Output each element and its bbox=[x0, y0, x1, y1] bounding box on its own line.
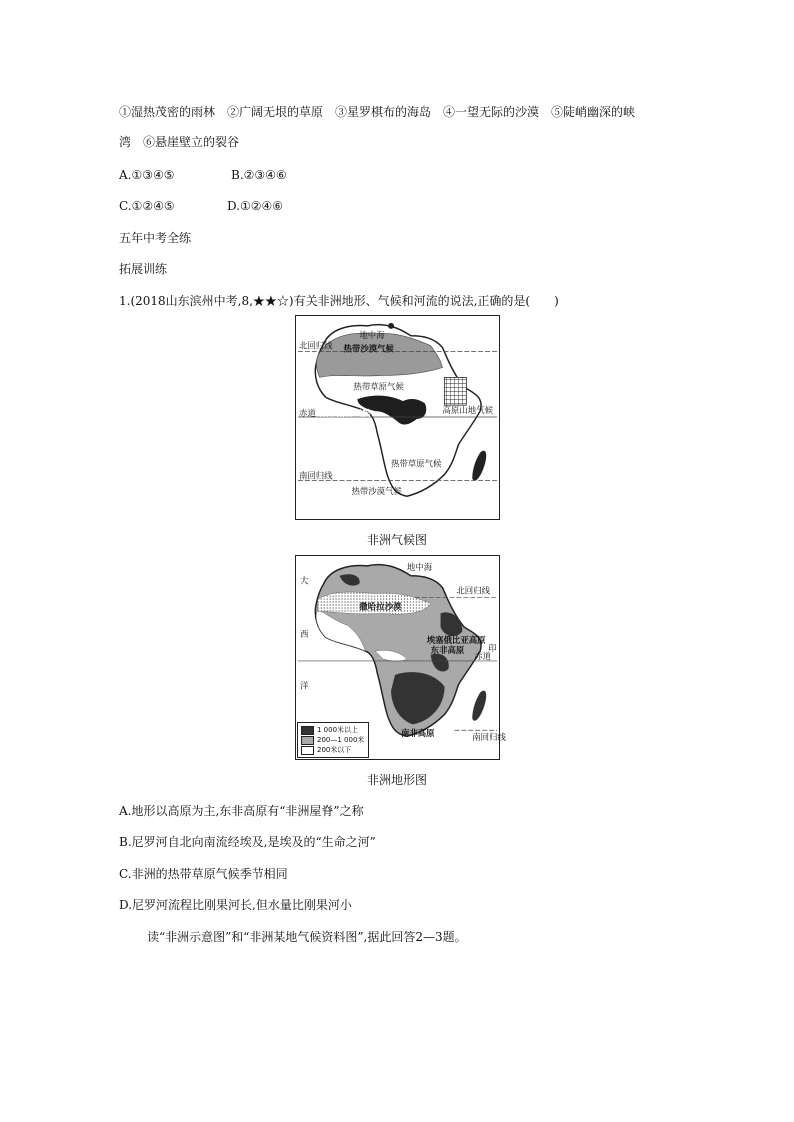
highland-climate-zone bbox=[445, 377, 467, 405]
terrain-label-sea: 地中海 bbox=[406, 561, 433, 572]
terrain-label-tropic-n: 北回归线 bbox=[456, 585, 491, 596]
legend-swatch-mid bbox=[301, 736, 314, 745]
q1-option-a: A.地形以高原为主,东非高原有“非洲屋脊”之称 bbox=[119, 804, 364, 818]
terrain-label-tropic-s: 南回归线 bbox=[472, 732, 506, 743]
q1-option-b: B.尼罗河自北向南流经埃及,是埃及的“生命之河” bbox=[119, 835, 376, 849]
terrain-label-ocean-e: 印 bbox=[488, 643, 497, 654]
terrain-label-equator: 赤道 bbox=[474, 650, 492, 661]
climate-label-sea: 地中海 bbox=[359, 329, 385, 340]
climate-label-rainforest: 热带雨林气候 bbox=[319, 408, 371, 419]
madagascar-island bbox=[472, 451, 486, 481]
q1-option-d: D.尼罗河流程比刚果河长,但水量比刚果河小 bbox=[119, 898, 352, 912]
terrain-label-south-plateau: 南非高原 bbox=[400, 728, 435, 739]
legend-swatch-high bbox=[301, 726, 314, 735]
subsection-title: 拓展训练 bbox=[119, 262, 168, 276]
prev-option-a: A.①③④⑤ bbox=[119, 168, 175, 182]
q1-option-c: C.非洲的热带草原气候季节相同 bbox=[119, 867, 288, 881]
prev-option-d: D.①②④⑥ bbox=[227, 199, 284, 213]
climate-label-tropic-s: 南回归线 bbox=[298, 470, 333, 481]
terrain-map-caption: 非洲地形图 bbox=[367, 773, 428, 787]
legend-label-high: 1 000米以上 bbox=[317, 726, 359, 734]
climate-label-equator: 赤道 bbox=[298, 408, 316, 419]
prev-option-c: C.①②④⑤ bbox=[119, 199, 175, 213]
climate-label-desert: 热带沙漠气候 bbox=[343, 343, 394, 354]
legend-item-mid bbox=[301, 735, 365, 745]
legend-label-low: 200米以下 bbox=[317, 746, 352, 754]
terrain-label-east-plateau: 东非高原 bbox=[430, 645, 465, 656]
prev-option-b: B.②③④⑥ bbox=[231, 168, 287, 182]
question-1-stem: 1.(2018山东滨州中考,8,★★☆)有关非洲地形、气候和河流的说法,正确的是( ) bbox=[119, 294, 559, 308]
climate-label-highland: 高原山地气候 bbox=[442, 405, 493, 416]
prev-question-line1: ①湿热茂密的雨林 ②广阔无垠的草原 ③星罗棋布的海岛 ④一望无际的沙漠 ⑤陡峭幽深的峡 bbox=[119, 105, 636, 119]
terrain-label-ocean-w1: 大 bbox=[299, 575, 309, 586]
section-title: 五年中考全练 bbox=[119, 231, 192, 245]
legend-item-high bbox=[301, 725, 365, 735]
legend-label-mid: 200—1 000米 bbox=[317, 736, 365, 744]
legend-item-low bbox=[301, 745, 365, 755]
climate-map-caption: 非洲气候图 bbox=[367, 533, 428, 547]
climate-label-savanna-s: 热带草原气候 bbox=[391, 458, 442, 469]
terrain-label-ocean-w2: 西 bbox=[299, 629, 309, 640]
climate-map bbox=[295, 315, 500, 520]
terrain-map bbox=[295, 555, 506, 760]
climate-label-desert-s: 热带沙漠气候 bbox=[351, 486, 402, 497]
instruction-text: 读“非洲示意图”和“非洲某地气候资料图”,据此回答2—3题。 bbox=[147, 930, 467, 944]
prev-question-line2: 湾 ⑥悬崖壁立的裂谷 bbox=[119, 135, 240, 149]
terrain-label-ethiopia: 埃塞俄比亚高原 bbox=[426, 635, 486, 646]
climate-label-savanna-n: 热带草原气候 bbox=[353, 381, 404, 392]
legend-swatch-low bbox=[301, 746, 314, 755]
terrain-legend bbox=[297, 722, 369, 758]
terrain-label-ocean-w3: 洋 bbox=[299, 680, 309, 691]
climate-label-tropic-n: 北回归线 bbox=[298, 340, 333, 351]
madagascar-island-terrain bbox=[472, 691, 486, 721]
terrain-label-sahara: 撒哈拉沙漠 bbox=[359, 601, 402, 612]
climate-map-drawing bbox=[296, 316, 499, 519]
